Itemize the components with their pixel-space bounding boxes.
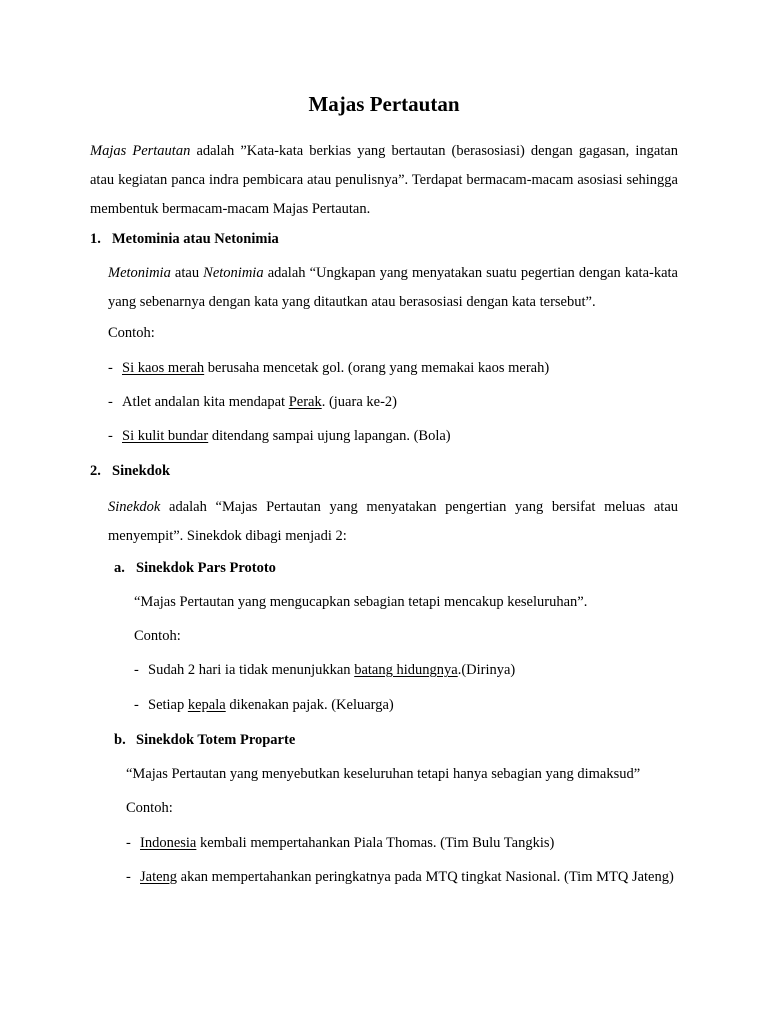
example-underlined: kepala <box>187 697 226 713</box>
list-item <box>134 695 394 715</box>
example-underlined: Jateng <box>140 869 178 885</box>
metonimia-term: Metonimia <box>108 265 171 281</box>
list-item <box>126 863 678 892</box>
subsection-a-letter: a. <box>114 560 125 576</box>
sinekdok-term: Sinekdok <box>108 499 161 515</box>
bullet-dash: - <box>134 697 139 713</box>
example-text-post: berusaha mencetak gol. (orang yang memakai kaos merah) <box>204 360 550 376</box>
bullet-dash: - <box>126 835 131 851</box>
example-underlined: batang hidungnya <box>354 662 458 678</box>
subsection-b-title: Sinekdok Totem Proparte <box>136 732 296 748</box>
page-title: Majas Pertautan <box>308 92 460 116</box>
definition-connector: atau <box>170 265 204 281</box>
section-1-title: Metominia atau Netonimia <box>112 231 279 247</box>
example-text-post: . (juara ke-2) <box>321 394 397 410</box>
section-2-number: 2. <box>90 463 101 479</box>
bullet-dash: - <box>108 428 113 444</box>
intro-term: Majas Pertautan <box>90 143 191 159</box>
section-1-example-label: Contoh: <box>108 325 155 341</box>
list-item <box>108 426 451 446</box>
bullet-dash: - <box>108 394 113 410</box>
section-2-definition <box>108 493 678 551</box>
example-text-pre: Atlet andalan kita mendapat <box>122 394 289 410</box>
bullet-dash: - <box>126 869 131 885</box>
subsection-b-definition: “Majas Pertautan yang menyebutkan keseluruhan tetapi hanya sebagian yang dimaksud” <box>126 766 641 782</box>
subsection-b-example-label: Contoh: <box>126 800 173 816</box>
example-underlined: Si kulit bundar <box>122 428 209 444</box>
intro-paragraph <box>90 137 678 224</box>
section-1-heading <box>90 229 279 249</box>
list-item <box>126 833 554 853</box>
section-1-number: 1. <box>90 231 101 247</box>
section-2-heading <box>90 461 170 481</box>
subsection-b-letter: b. <box>114 732 126 748</box>
subsection-b-heading <box>114 730 295 750</box>
example-text-pre: Setiap <box>148 697 188 713</box>
list-item <box>108 392 397 412</box>
section-1-definition-text: adalah “Ungkapan yang menyatakan suatu pegertian dengan kata-kata yang sebenarnya dengan kata yang ditautkan atau berasosiasi dengan kata tersebut”. <box>108 265 678 310</box>
subsection-a-definition: “Majas Pertautan yang mengucapkan sebagian tetapi mencakup keseluruhan”. <box>134 594 588 610</box>
list-item <box>108 358 549 378</box>
example-underlined: Si kaos merah <box>122 360 205 376</box>
section-2-title: Sinekdok <box>112 463 171 479</box>
subsection-a-example-label: Contoh: <box>134 628 181 644</box>
bullet-dash: - <box>108 360 113 376</box>
example-text-post: .(Dirinya) <box>457 662 516 678</box>
section-2-definition-text: adalah “Majas Pertautan yang menyatakan pengertian yang bersifat meluas atau menyempit”. Sinekdok dibagi menjadi 2: <box>108 499 678 544</box>
example-underlined: Indonesia <box>140 835 197 851</box>
list-item <box>134 660 515 680</box>
subsection-a-title: Sinekdok Pars Prototo <box>136 560 276 576</box>
example-underlined: Perak <box>288 394 322 410</box>
example-text-post: dikenakan pajak. (Keluarga) <box>225 697 394 713</box>
section-1-definition <box>108 259 678 317</box>
example-text-post: ditendang sampai ujung lapangan. (Bola) <box>208 428 451 444</box>
bullet-dash: - <box>134 662 139 678</box>
example-text-post: kembali mempertahankan Piala Thomas. (Tim Bulu Tangkis) <box>196 835 555 851</box>
example-text-pre: Sudah 2 hari ia tidak menunjukkan <box>148 662 355 678</box>
intro-text: adalah ”Kata-kata berkias yang bertautan (berasosiasi) dengan gagasan, ingatan atau kegiatan panca indra pembicara atau penulisnya”. Terdapat bermacam-macam asosiasi sehingga membentuk bermacam-macam Majas Pertautan. <box>90 143 678 217</box>
example-text-post: akan mempertahankan peringkatnya pada MTQ tingkat Nasional. (Tim MTQ Jateng) <box>177 869 674 885</box>
subsection-a-heading <box>114 558 276 578</box>
netonimia-term: Netonimia <box>203 265 264 281</box>
